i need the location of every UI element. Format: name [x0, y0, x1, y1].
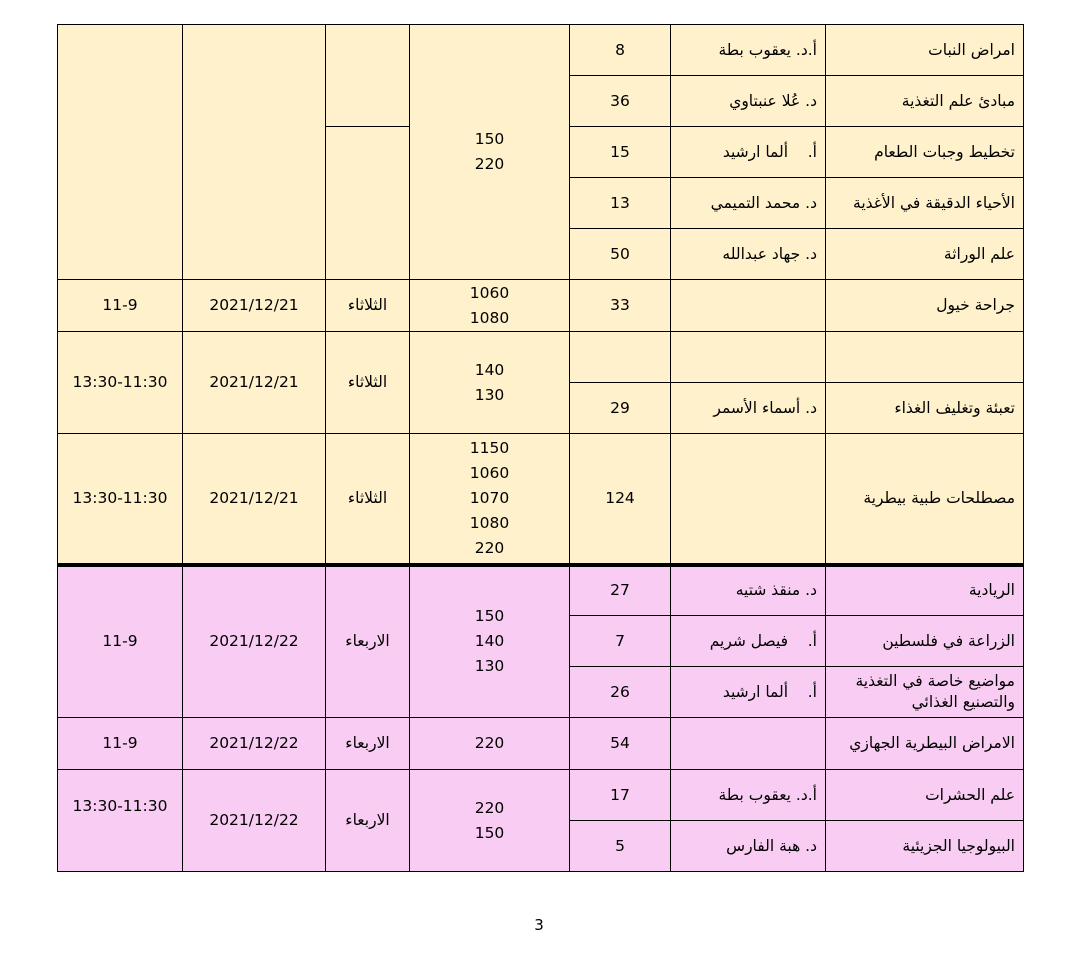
- students-count: 33: [570, 280, 671, 332]
- instructor-name: د. هبة الفارس: [671, 821, 826, 872]
- date-cell: 2021/12/21: [183, 332, 326, 434]
- date-cell: 2021/12/21: [183, 280, 326, 332]
- room-number: 140: [474, 632, 505, 651]
- students-count: 27: [570, 565, 671, 616]
- room-number: 1080: [469, 513, 510, 532]
- instructor-name: [671, 332, 826, 383]
- room-number: 1070: [469, 488, 510, 507]
- instructor-name: أ. ألما ارشيد: [671, 667, 826, 718]
- date-cell: [183, 25, 326, 280]
- day-cell: الاربعاء: [326, 718, 410, 770]
- room-number: 130: [474, 657, 505, 676]
- room-number: 150: [474, 130, 505, 148]
- date-cell: 2021/12/22: [183, 770, 326, 872]
- rooms-cell: [410, 332, 570, 434]
- instructor-name: أ.د. يعقوب بطة: [671, 25, 826, 76]
- students-count: 8: [570, 25, 671, 76]
- day-cell: الثلاثاء: [326, 332, 410, 434]
- instructor-name: د. منقذ شتيه: [671, 565, 826, 616]
- rooms-cell: [410, 25, 570, 280]
- day-cell: الثلاثاء: [326, 434, 410, 565]
- time-cell: 11-9: [58, 565, 183, 718]
- room-number: 1150: [469, 438, 510, 457]
- room-number: 1060: [469, 283, 510, 302]
- room-number: 220: [474, 538, 505, 557]
- time-cell: 11-9: [58, 718, 183, 770]
- table-row: [58, 25, 1024, 76]
- rooms-cell: [410, 434, 570, 565]
- course-name: الزراعة في فلسطين: [826, 616, 1024, 667]
- instructor-name: د. عُلا عنبتاوي: [671, 76, 826, 127]
- date-cell: 2021/12/22: [183, 718, 326, 770]
- students-count: 26: [570, 667, 671, 718]
- table-row: [58, 280, 1024, 332]
- rooms-cell: [410, 718, 570, 770]
- instructor-name: [671, 718, 826, 770]
- rooms-cell: [410, 565, 570, 718]
- students-count: [570, 332, 671, 383]
- table-row: [58, 434, 1024, 565]
- exam-schedule-table: [57, 24, 1024, 872]
- instructor-name: أ.د. يعقوب بطة: [671, 770, 826, 821]
- course-name: امراض النبات: [826, 25, 1024, 76]
- course-name: [826, 332, 1024, 383]
- day-cell: الثلاثاء: [326, 280, 410, 332]
- course-name: علم الوراثة: [826, 229, 1024, 280]
- students-count: 7: [570, 616, 671, 667]
- time-cell: 13:30-11:30: [58, 332, 183, 434]
- time-cell: 13:30-11:30: [58, 770, 183, 872]
- course-name: الامراض البيطرية الجهازي: [826, 718, 1024, 770]
- time-cell: 13:30-11:30: [58, 434, 183, 565]
- table-row: [58, 770, 1024, 821]
- instructor-name: [671, 280, 826, 332]
- course-name: مواضيع خاصة في التغذية والتصنيع الغذائي: [826, 667, 1024, 718]
- date-cell: 2021/12/21: [183, 434, 326, 565]
- room-number: 220: [474, 155, 505, 173]
- time-cell: 11-9: [58, 280, 183, 332]
- course-name: تخطيط وجبات الطعام: [826, 127, 1024, 178]
- day-cell: الاربعاء: [326, 565, 410, 718]
- room-number: 1080: [469, 308, 510, 327]
- course-name: تعبئة وتغليف الغذاء: [826, 383, 1024, 434]
- course-name: علم الحشرات: [826, 770, 1024, 821]
- instructor-name: أ. فيصل شريم: [671, 616, 826, 667]
- course-name: البيولوجيا الجزيئية: [826, 821, 1024, 872]
- students-count: 13: [570, 178, 671, 229]
- students-count: 17: [570, 770, 671, 821]
- instructor-name: أ. ألما ارشيد: [671, 127, 826, 178]
- course-name: جراحة خيول: [826, 280, 1024, 332]
- students-count: 15: [570, 127, 671, 178]
- rooms-cell: [410, 770, 570, 872]
- date-cell: 2021/12/22: [183, 565, 326, 718]
- page-number: 3: [534, 916, 544, 934]
- students-count: 124: [570, 434, 671, 565]
- room-number: 220: [474, 734, 505, 752]
- instructor-name: د. محمد التميمي: [671, 178, 826, 229]
- room-number: 220: [474, 798, 505, 817]
- table-row: [58, 332, 1024, 383]
- students-count: 5: [570, 821, 671, 872]
- students-count: 50: [570, 229, 671, 280]
- room-number: 130: [474, 385, 505, 404]
- day-cell: الاربعاء: [326, 770, 410, 872]
- table-row: [58, 718, 1024, 770]
- instructor-name: د. جهاد عبدالله: [671, 229, 826, 280]
- time-cell: [58, 25, 183, 280]
- course-name: مبادئ علم التغذية: [826, 76, 1024, 127]
- course-name: الريادية: [826, 565, 1024, 616]
- table-row: [58, 565, 1024, 616]
- room-number: 150: [474, 607, 505, 626]
- instructor-name: د. أسماء الأسمر: [671, 383, 826, 434]
- course-name: الأحياء الدقيقة في الأغذية: [826, 178, 1024, 229]
- room-number: 140: [474, 360, 505, 379]
- instructor-name: [671, 434, 826, 565]
- day-cell: [326, 25, 410, 127]
- rooms-cell: [410, 280, 570, 332]
- students-count: 36: [570, 76, 671, 127]
- course-name: مصطلحات طبية بيطرية: [826, 434, 1024, 565]
- day-cell: [326, 127, 410, 280]
- room-number: 1060: [469, 463, 510, 482]
- students-count: 29: [570, 383, 671, 434]
- room-number: 150: [474, 823, 505, 842]
- students-count: 54: [570, 718, 671, 770]
